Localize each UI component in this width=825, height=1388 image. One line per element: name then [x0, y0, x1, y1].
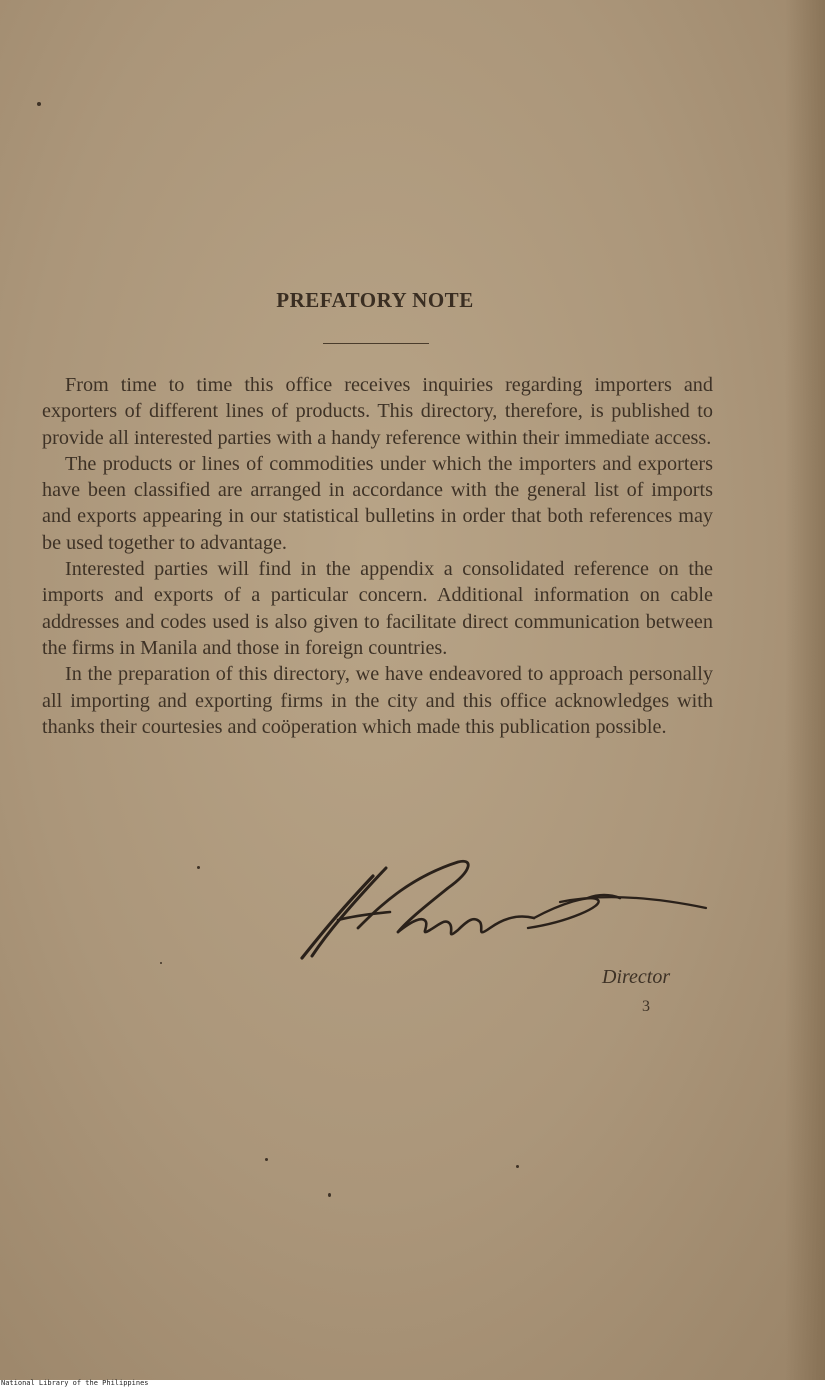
paper-speck: [160, 962, 162, 964]
paragraph-1: From time to time this office receives inquiries regarding importers and exporters of different lines of products. This directory, therefore, is published to provide all interested parties with a handy reference within their immediate access.: [42, 374, 713, 449]
page-title: PREFATORY NOTE: [276, 288, 474, 312]
paragraph-4: In the preparation of this directory, we have endeavored to approach personally all importing and exporting firms in the city and this office acknowledges with thanks their courtesies and coöperation which made this publication possible.: [42, 663, 713, 738]
signer-title: Director: [602, 966, 671, 988]
handwritten-signature: [298, 858, 718, 968]
paper-speck: [265, 1158, 268, 1161]
paper-speck: [197, 866, 200, 869]
paper-speck: [328, 1193, 331, 1197]
library-credit: National Library of the Philippines: [1, 1379, 149, 1387]
title-divider: [323, 343, 429, 344]
page-edge-shadow: [785, 0, 825, 1380]
paper-speck: [516, 1165, 519, 1168]
paper-speck: [37, 102, 41, 106]
page-number: 3: [642, 998, 650, 1015]
note-body: [42, 372, 713, 740]
paragraph-3: Interested parties will find in the appendix a consolidated reference on the imports and exports of a particular concern. Additional information on cable addresses and codes used is also given to facilitate direct communication between the firms in Manila and those in foreign countries.: [42, 558, 713, 659]
paragraph-2: The products or lines of commodities under which the importers and exporters have been classified are arranged in accordance with the general list of imports and exports appearing in our statistical bulletins in order that both references may be used together to advantage.: [42, 452, 713, 554]
